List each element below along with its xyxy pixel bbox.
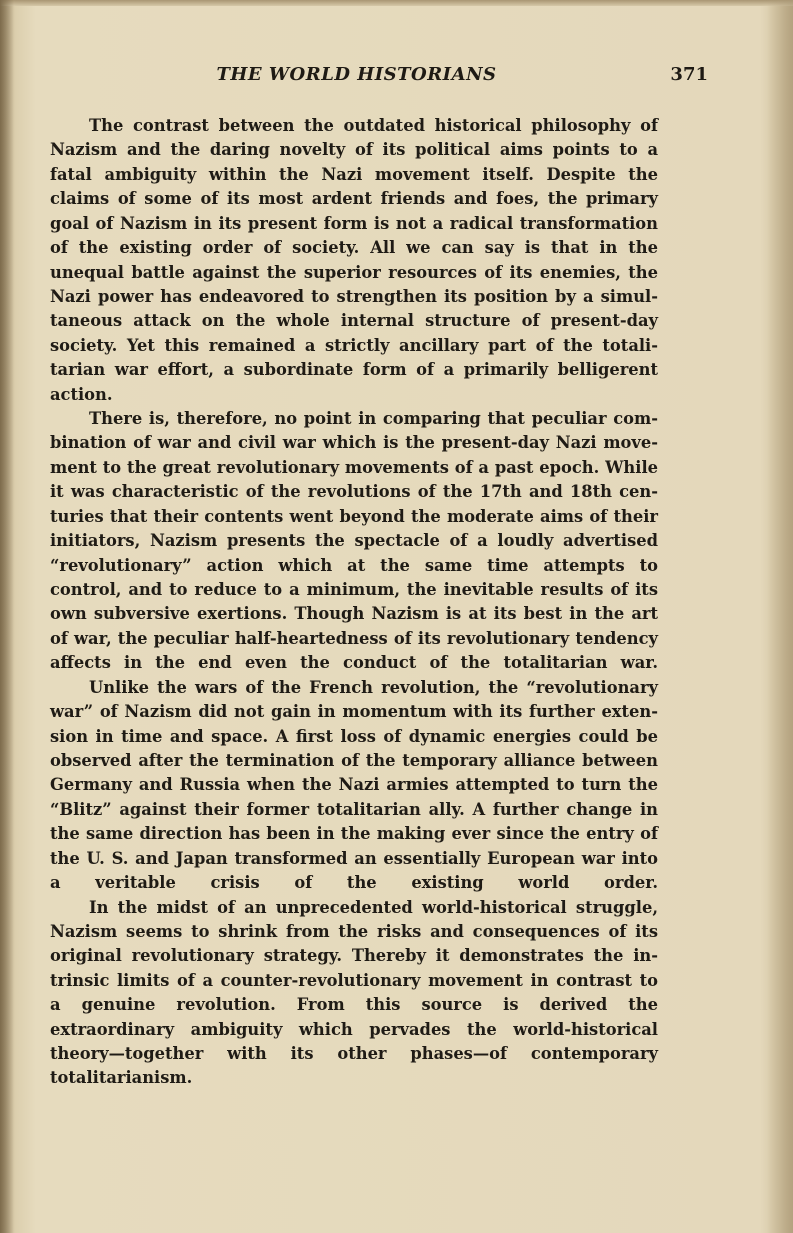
paragraph <box>50 676 658 896</box>
paragraph <box>50 896 658 1091</box>
paragraph-text: Unlike the wars of the French revolution, the “revolutionary war” of Nazism did not gain in momentum with its further extension in time and space. A first loss of dynamic energies could be observed after the termination of the temporary alliance between Germany and Russia when the Nazi armies attempted to turn the “Blitz” against their former totalitarian ally. A further change in the same direction has been in the making ever since the entry of the U. S. and Japan transformed an essentially European war into a veritable crisis of the existing world order. <box>50 677 658 893</box>
page-top-edge <box>0 0 793 6</box>
paragraph <box>50 407 658 676</box>
body-text <box>50 114 658 1091</box>
page-number: 371 <box>670 64 708 85</box>
running-title: THE WORLD HISTORIANS <box>216 64 497 85</box>
running-head <box>40 64 740 94</box>
paragraph-text: There is, therefore, no point in comparing that peculiar combination of war and civil war which is the present-day Nazi movement to the great revolutionary movements of a past epoch. While it was characteristic of the revolutions of the 17th and 18th centuries that their contents went beyond the moderate aims of their initiators, Nazism presents the spectacle of a loudly advertised “revolutionary” action which at the same time attempts to control, and to reduce to a minimum, the inevitable results of its own subversive exertions. Though Nazism is at its best in the art of war, the peculiar half-heartedness of its revolutionary tendency affects in the end even the conduct of the totalitarian war. <box>50 409 658 673</box>
paragraph-text: The contrast between the outdated historical philosophy of Nazism and the daring novelty of its political aims points to a fatal ambiguity within the Nazi movement itself. Despite the claims of some of its most ardent friends and foes, the primary goal of Nazism in its present form is not a radical transformation of the existing order of society. All we can say is that in the unequal battle against the superior resources of its enemies, the Nazi power has endeavored to strengthen its position by a simultaneous attack on the whole internal structure of present-day society. Yet this remained a strictly ancillary part of the totalitarian war effort, a subordinate form of a primarily belligerent action. <box>50 116 658 404</box>
spine-shadow <box>0 0 14 1233</box>
paragraph <box>50 114 658 407</box>
page-right-edge <box>767 0 793 1233</box>
paragraph-text: In the midst of an unprecedented world-historical struggle, Nazism seems to shrink from the risks and consequences of its original revolutionary strategy. Thereby it demonstrates the intrinsic limits of a counter-revolutionary movement in contrast to a genuine revolution. From this source is derived the extraordinary ambiguity which pervades the world-historical theory—together with its other phases—of contemporary totalitarianism. <box>50 897 658 1088</box>
